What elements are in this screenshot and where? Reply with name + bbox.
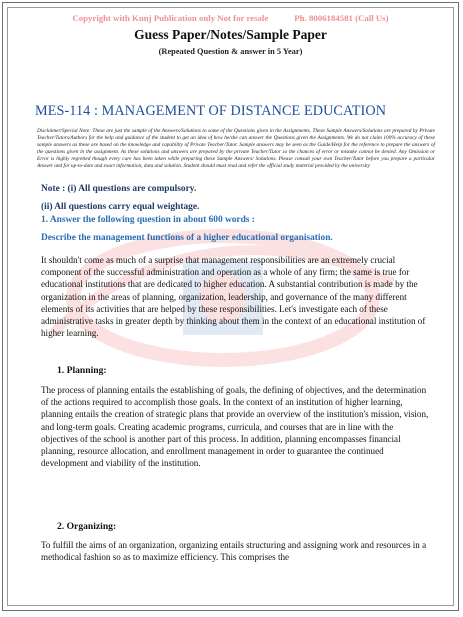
document-page	[2, 2, 459, 611]
contact-phone: Ph. 8006184581 (Call Us)	[294, 13, 389, 23]
planning-paragraph: The process of planning entails the establishing of goals, the defining of objectives, and the determination of the actions required to accomplish those goals. In the context of an institution of higher learning, planning entails the creation of strategic plans that provide an overview of the institution's mission, vision, and long-term goals. Creating academic programs, curricula, and courses that are in line with the objectives of the school is another part of this process. In addition, planning encompasses financial planning, resource allocation, and enrollment management in order to guarantee the continued development and viability of the institution.	[41, 385, 429, 469]
copyright-banner	[3, 13, 458, 23]
section-heading-organizing: 2. Organizing:	[57, 521, 117, 532]
copyright-notice: Copyright with Kunj Publication only Not for resale	[72, 13, 269, 23]
document-title: Guess Paper/Notes/Sample Paper	[134, 27, 327, 42]
course-title: MES-114 : MANAGEMENT OF DISTANCE EDUCATION	[35, 103, 387, 119]
question-label: 1. Answer the following question in about 600 words :	[41, 215, 255, 225]
answer-intro-paragraph: It shouldn't come as much of a surprise that management responsibilities are an extremely crucial component of the successful administration and operation as a whole of any firm; the same is true for educational institutions that are dedicated to higher education. A substantial contribution is made by the organization in the areas of planning, organization, leadership, and governance of the many different elements of its activities that are helped by these responsibilities. Let's investigate each of these administrative tasks in greater depth by thinking about them in the context of an educational institution of higher learning.	[41, 255, 426, 339]
organizing-paragraph: To fulfill the aims of an organization, organizing entails structuring and assigning work and resources in a methodical fashion so as to maximize efficiency. This comprises the	[41, 540, 427, 563]
note-weightage: (ii) All questions carry equal weightage.	[41, 202, 200, 212]
note-compulsory: Note : (i) All questions are compulsory.	[41, 184, 197, 194]
document-subtitle: (Repeated Question & answer in 5 Year)	[158, 47, 303, 56]
disclaimer-note: Disclaimer/Special Note: These are just the sample of the Answers/Solutions to some of the Questions given in the Assignments. These Sample Answers/Solutions are prepared by Private Teacher/Tutors/Authors for the help and guidance of the student to get an idea of how he/she can answer the Questions given the Assignments. We do not claim 100% accuracy of these sample answers as these are based on the knowledge and capability of Private Teacher/Tutor. Sample answers may be seen as the Guide/Help for the reference to prepare the answers of the questions given in the assignment. As these solutions and answers are prepared by the private Teacher/Tutor so the chances of error or mistake cannot be denied. Any Omission or Error is highly regretted though every care has been taken while preparing these Sample Answers/ Solutions. Please consult your own Teacher/Tutor before you prepare a particular Answer and for up-to-date and exact information, data and solution. Student should must read and refer the official study material provided by the university	[37, 128, 435, 169]
question-text: Describe the management functions of a higher educational organisation.	[41, 233, 333, 243]
section-heading-planning: 1. Planning:	[57, 365, 107, 376]
